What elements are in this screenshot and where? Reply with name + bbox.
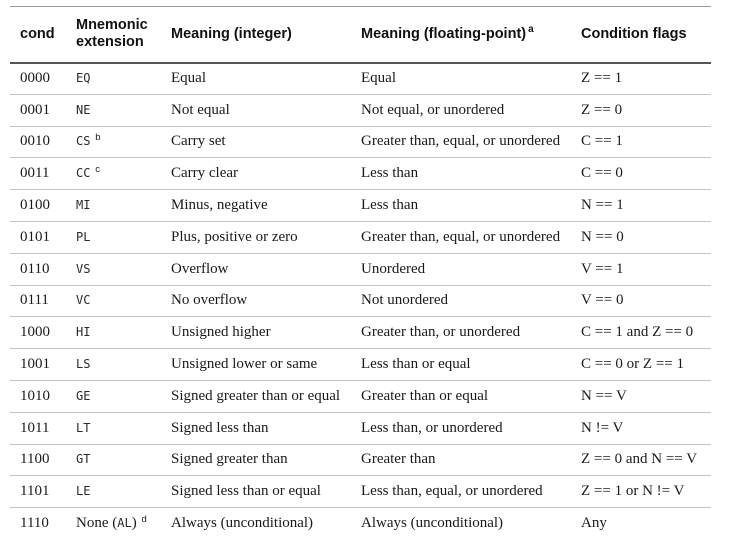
mnemonic-cell — [66, 476, 161, 508]
mnemonic-code: VS — [76, 262, 90, 276]
header-float-label: Meaning (floating-point) — [361, 26, 526, 42]
mnemonic-code: CS — [76, 134, 90, 148]
float-meaning-cell: Greater than, or unordered — [351, 317, 571, 349]
integer-meaning-cell: Unsigned higher — [161, 317, 351, 349]
header-flags-label: Condition flags — [581, 26, 687, 42]
float-meaning-cell: Less than or equal — [351, 349, 571, 381]
table-row — [10, 508, 711, 539]
mnemonic-cell — [66, 349, 161, 381]
cond-cell: 0101 — [10, 221, 66, 253]
mnemonic-cell — [66, 126, 161, 158]
condition-flags-cell: C == 0 — [571, 158, 711, 190]
mnemonic-code: PL — [76, 230, 90, 244]
mnemonic-cell — [66, 94, 161, 126]
cond-cell: 1010 — [10, 380, 66, 412]
float-meaning-cell: Greater than, equal, or unordered — [351, 221, 571, 253]
mnemonic-code: AL — [117, 516, 131, 530]
integer-meaning-cell: Carry clear — [161, 158, 351, 190]
integer-meaning-cell: Minus, negative — [161, 190, 351, 222]
cond-cell: 1110 — [10, 508, 66, 539]
mnemonic-code: MI — [76, 198, 90, 212]
condition-flags-cell: Z == 1 — [571, 63, 711, 95]
footnote-marker: c — [95, 164, 100, 175]
table-row — [10, 476, 711, 508]
cond-cell: 0001 — [10, 94, 66, 126]
mnemonic-cell — [66, 253, 161, 285]
mnemonic-code: GE — [76, 389, 90, 403]
condition-flags-cell: Z == 1 or N != V — [571, 476, 711, 508]
condition-flags-cell: Z == 0 — [571, 94, 711, 126]
table-row — [10, 63, 711, 95]
mnemonic-code: LT — [76, 421, 90, 435]
cond-cell: 1000 — [10, 317, 66, 349]
condition-flags-cell: C == 1 and Z == 0 — [571, 317, 711, 349]
mnemonic-cell — [66, 317, 161, 349]
header-cond — [10, 7, 66, 63]
condition-flags-cell: Any — [571, 508, 711, 539]
float-meaning-cell: Greater than, equal, or unordered — [351, 126, 571, 158]
condition-flags-cell: C == 0 or Z == 1 — [571, 349, 711, 381]
mnemonic-code: EQ — [76, 71, 90, 85]
table-row — [10, 94, 711, 126]
integer-meaning-cell: Carry set — [161, 126, 351, 158]
mnemonic-code: VC — [76, 293, 90, 307]
cond-cell: 1011 — [10, 412, 66, 444]
cond-cell: 0100 — [10, 190, 66, 222]
float-meaning-cell: Not unordered — [351, 285, 571, 317]
header-flags — [571, 7, 711, 63]
mnemonic-code: NE — [76, 103, 90, 117]
mnemonic-cell — [66, 190, 161, 222]
table-row — [10, 158, 711, 190]
cond-cell: 0011 — [10, 158, 66, 190]
mnemonic-code: LE — [76, 484, 90, 498]
mnemonic-suffix: ) — [132, 515, 137, 531]
header-mnemonic-label: Mnemonic extension — [76, 17, 148, 50]
table-row — [10, 126, 711, 158]
header-cond-label: cond — [20, 26, 55, 42]
integer-meaning-cell: Not equal — [161, 94, 351, 126]
mnemonic-prefix: None ( — [76, 515, 117, 531]
mnemonic-code: GT — [76, 452, 90, 466]
mnemonic-cell — [66, 158, 161, 190]
integer-meaning-cell: Overflow — [161, 253, 351, 285]
cond-cell: 0000 — [10, 63, 66, 95]
integer-meaning-cell: Unsigned lower or same — [161, 349, 351, 381]
cond-cell: 0110 — [10, 253, 66, 285]
integer-meaning-cell: Plus, positive or zero — [161, 221, 351, 253]
mnemonic-code: LS — [76, 357, 90, 371]
mnemonic-cell — [66, 285, 161, 317]
table-row — [10, 444, 711, 476]
condition-codes-table — [10, 6, 711, 539]
mnemonic-cell — [66, 444, 161, 476]
header-float — [351, 7, 571, 63]
float-meaning-cell: Always (unconditional) — [351, 508, 571, 539]
mnemonic-code: HI — [76, 325, 90, 339]
condition-flags-cell: N == V — [571, 380, 711, 412]
float-meaning-cell: Less than, or unordered — [351, 412, 571, 444]
header-row — [10, 7, 711, 63]
float-meaning-cell: Not equal, or unordered — [351, 94, 571, 126]
condition-flags-cell: V == 1 — [571, 253, 711, 285]
mnemonic-code: CC — [76, 166, 90, 180]
header-integer — [161, 7, 351, 63]
table-header — [10, 7, 711, 63]
float-meaning-cell: Less than, equal, or unordered — [351, 476, 571, 508]
table-row — [10, 349, 711, 381]
table-row — [10, 190, 711, 222]
mnemonic-cell — [66, 63, 161, 95]
cond-cell: 1100 — [10, 444, 66, 476]
table-body — [10, 63, 711, 539]
integer-meaning-cell: Signed less than — [161, 412, 351, 444]
table-row — [10, 412, 711, 444]
mnemonic-cell — [66, 412, 161, 444]
cond-cell: 1001 — [10, 349, 66, 381]
integer-meaning-cell: Signed greater than — [161, 444, 351, 476]
float-meaning-cell: Greater than or equal — [351, 380, 571, 412]
header-float-footnote: a — [528, 24, 534, 35]
float-meaning-cell: Less than — [351, 190, 571, 222]
table-row — [10, 380, 711, 412]
footnote-marker: d — [141, 514, 146, 525]
integer-meaning-cell: Equal — [161, 63, 351, 95]
header-integer-label: Meaning (integer) — [171, 26, 292, 42]
table-row — [10, 285, 711, 317]
float-meaning-cell: Less than — [351, 158, 571, 190]
float-meaning-cell: Equal — [351, 63, 571, 95]
mnemonic-cell — [66, 508, 161, 539]
integer-meaning-cell: No overflow — [161, 285, 351, 317]
footnote-marker: b — [95, 132, 100, 143]
condition-flags-cell: Z == 0 and N == V — [571, 444, 711, 476]
cond-cell: 1101 — [10, 476, 66, 508]
table-row — [10, 221, 711, 253]
table-row — [10, 253, 711, 285]
mnemonic-cell — [66, 221, 161, 253]
mnemonic-cell — [66, 380, 161, 412]
header-mnemonic — [66, 7, 161, 63]
cond-cell: 0010 — [10, 126, 66, 158]
condition-flags-cell: N == 1 — [571, 190, 711, 222]
condition-flags-cell: N != V — [571, 412, 711, 444]
integer-meaning-cell: Signed less than or equal — [161, 476, 351, 508]
table-row — [10, 317, 711, 349]
condition-flags-cell: C == 1 — [571, 126, 711, 158]
float-meaning-cell: Unordered — [351, 253, 571, 285]
cond-cell: 0111 — [10, 285, 66, 317]
condition-flags-cell: V == 0 — [571, 285, 711, 317]
integer-meaning-cell: Signed greater than or equal — [161, 380, 351, 412]
float-meaning-cell: Greater than — [351, 444, 571, 476]
condition-flags-cell: N == 0 — [571, 221, 711, 253]
integer-meaning-cell: Always (unconditional) — [161, 508, 351, 539]
